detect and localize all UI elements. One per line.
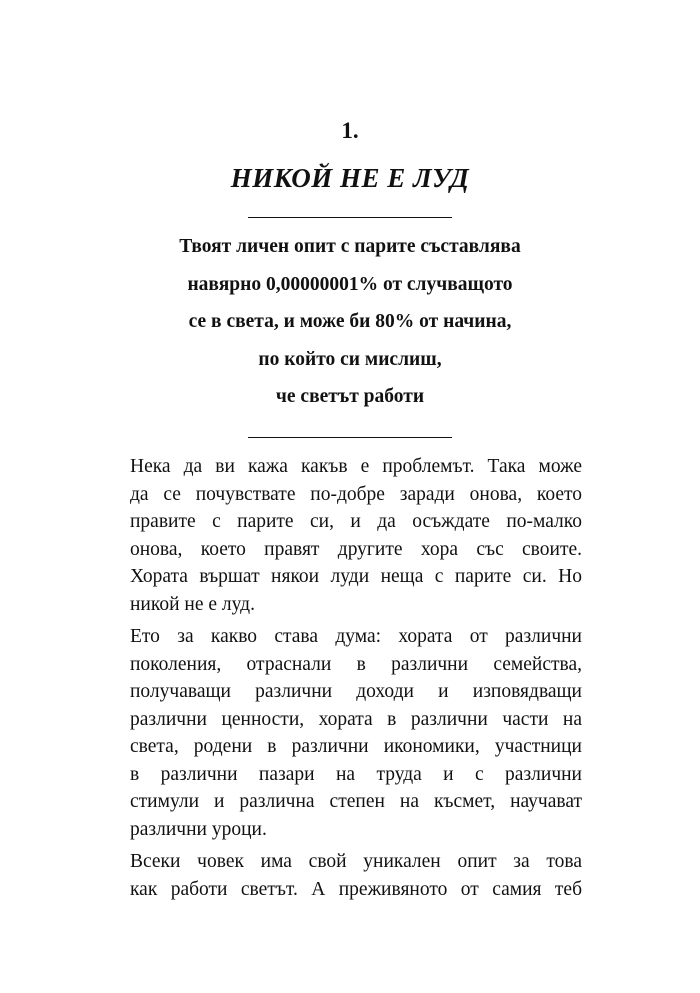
body-text [130,453,582,903]
text-line: различни ценности, хората в различни части на [130,708,582,730]
paragraph [130,623,582,843]
text-line: правите с парите си, и да осъждате по-малко [130,511,582,532]
epigraph-line: се в света, и може би 80% от начина, [188,311,512,332]
text-line: поколения, отраснали в различни семейства, [130,653,582,675]
text-line: получаващи различни доходи и изповядващи [130,681,582,702]
text-line: да се почувствате по-добре заради онова, което [130,483,582,505]
paragraph [130,848,582,903]
paragraph [130,453,582,618]
epigraph-line: Твоят личен опит с парите съставлява [179,236,521,257]
epigraph-line: че светът работи [275,386,425,407]
chapter-title: НИКОЙ НЕ Е ЛУД [230,163,470,193]
text-line: Всеки човек има свой уникален опит за това [130,851,582,872]
text-line: стимули и различна степен на късмет, научават [130,791,582,812]
epigraph-line: навярно 0,00000001% от случващото [187,273,513,295]
text-line: Хората вършат някои луди неща с парите си. Но [130,566,582,587]
epigraph [100,228,600,416]
text-line: никой не е луд. [130,593,255,615]
text-line: онова, което правят другите хора със своите. [130,538,582,560]
text-line: Нека да ви кажа какъв е проблемът. Така може [130,456,582,477]
text-line: в различни пазари на труда и с различни [130,763,582,785]
divider-bottom [248,437,452,438]
text-line: различни уроци. [130,818,267,840]
divider-top [248,217,452,218]
text-line: Ето за какво става дума: хората от различни [130,626,582,647]
epigraph-line: по който си мислиш, [258,348,442,370]
text-line: света, родени в различни икономики, участници [130,736,582,757]
chapter-number: 1. [341,118,359,143]
text-line: как работи светът. А преживяното от самия теб [130,878,582,900]
